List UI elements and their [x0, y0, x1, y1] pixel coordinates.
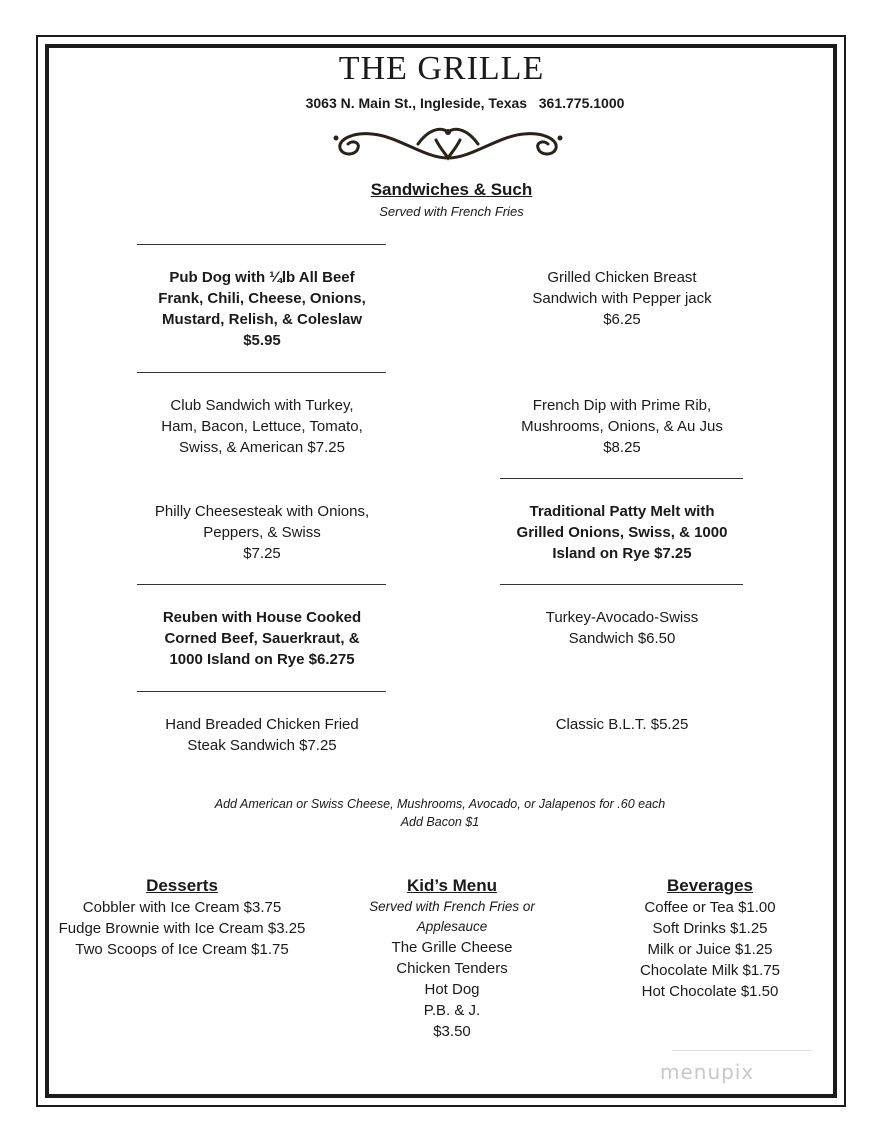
menu-item-french-dip: French Dip with Prime Rib, Mushrooms, Onions, & Au Jus $8.25 — [521, 397, 723, 456]
divider — [500, 584, 743, 585]
addons-line: Add American or Swiss Cheese, Mushrooms, Avocado, or Jalapenos for .60 each — [214, 797, 666, 811]
divider — [137, 244, 386, 245]
sandwiches-heading: Sandwiches & Such — [370, 180, 533, 199]
list-item: Chocolate Milk $1.75 — [639, 962, 781, 979]
beverages-section — [565, 875, 855, 1002]
menu-item-club-sandwich: Club Sandwich with Turkey, Ham, Bacon, Lettuce, Tomato, Swiss, & American $7.25 — [161, 397, 363, 456]
watermark-line — [672, 1050, 812, 1051]
list-item: P.B. & J. — [423, 1002, 481, 1019]
list-item: Hot Dog — [424, 981, 480, 998]
list-item: Fudge Brownie with Ice Cream $3.25 — [58, 920, 306, 937]
scroll-ornament-icon — [328, 118, 568, 166]
menu-item-patty-melt: Traditional Patty Melt with Grilled Onions, Swiss, & 1000 Island on Rye $7.25 — [516, 503, 728, 562]
menu-item-turkey-avocado-swiss: Turkey-Avocado-Swiss Sandwich $6.50 — [545, 609, 699, 647]
kids-menu-note: Applesauce — [416, 919, 488, 934]
desserts-heading: Desserts — [146, 876, 218, 895]
divider — [137, 691, 386, 692]
list-item: Two Scoops of Ice Cream $1.75 — [75, 941, 289, 958]
menu-item-reuben: Reuben with House Cooked Corned Beef, Sauerkraut, & 1000 Island on Rye $6.275 — [162, 609, 362, 668]
list-item: Cobbler with Ice Cream $3.75 — [82, 899, 282, 916]
sandwiches-subheading: Served with French Fries — [379, 204, 524, 219]
addons-line: Add Bacon $1 — [400, 815, 480, 829]
divider — [500, 478, 743, 479]
list-item: Hot Chocolate $1.50 — [641, 983, 779, 1000]
restaurant-contact — [0, 95, 883, 111]
restaurant-address: 3063 N. Main St., Ingleside, Texas — [305, 95, 528, 111]
beverages-heading: Beverages — [666, 876, 753, 895]
restaurant-phone: 361.775.1000 — [538, 95, 625, 111]
menu-item-philly-cheesesteak: Philly Cheesesteak with Onions, Peppers, & Swiss $7.25 — [154, 503, 370, 562]
divider — [137, 372, 386, 373]
menu-item-chicken-fried-steak: Hand Breaded Chicken Fried Steak Sandwich $7.25 — [165, 716, 359, 754]
list-item: Coffee or Tea $1.00 — [644, 899, 776, 916]
restaurant-name: THE GRILLE — [338, 50, 545, 87]
watermark-logo: menupix — [660, 1060, 755, 1084]
menu-item-pub-dog: Pub Dog with ¼lb All Beef Frank, Chili, Cheese, Onions, Mustard, Relish, & Coleslaw $5.95 — [158, 269, 366, 349]
kids-menu-section — [307, 875, 597, 1042]
sandwich-addons — [0, 795, 880, 831]
kids-menu-heading: Kid’s Menu — [406, 876, 498, 895]
desserts-section — [37, 875, 327, 960]
list-item: Soft Drinks $1.25 — [652, 920, 768, 937]
menu-item-grilled-chicken: Grilled Chicken Breast Sandwich with Pepper jack $6.25 — [532, 269, 712, 328]
list-item: Chicken Tenders — [396, 960, 508, 977]
kids-menu-note: Served with French Fries or — [369, 899, 535, 914]
kids-menu-price: $3.50 — [433, 1023, 471, 1040]
divider — [137, 584, 386, 585]
list-item: Milk or Juice $1.25 — [647, 941, 773, 958]
list-item: The Grille Cheese — [391, 939, 513, 956]
menu-item-blt: Classic B.L.T. $5.25 — [555, 716, 689, 733]
